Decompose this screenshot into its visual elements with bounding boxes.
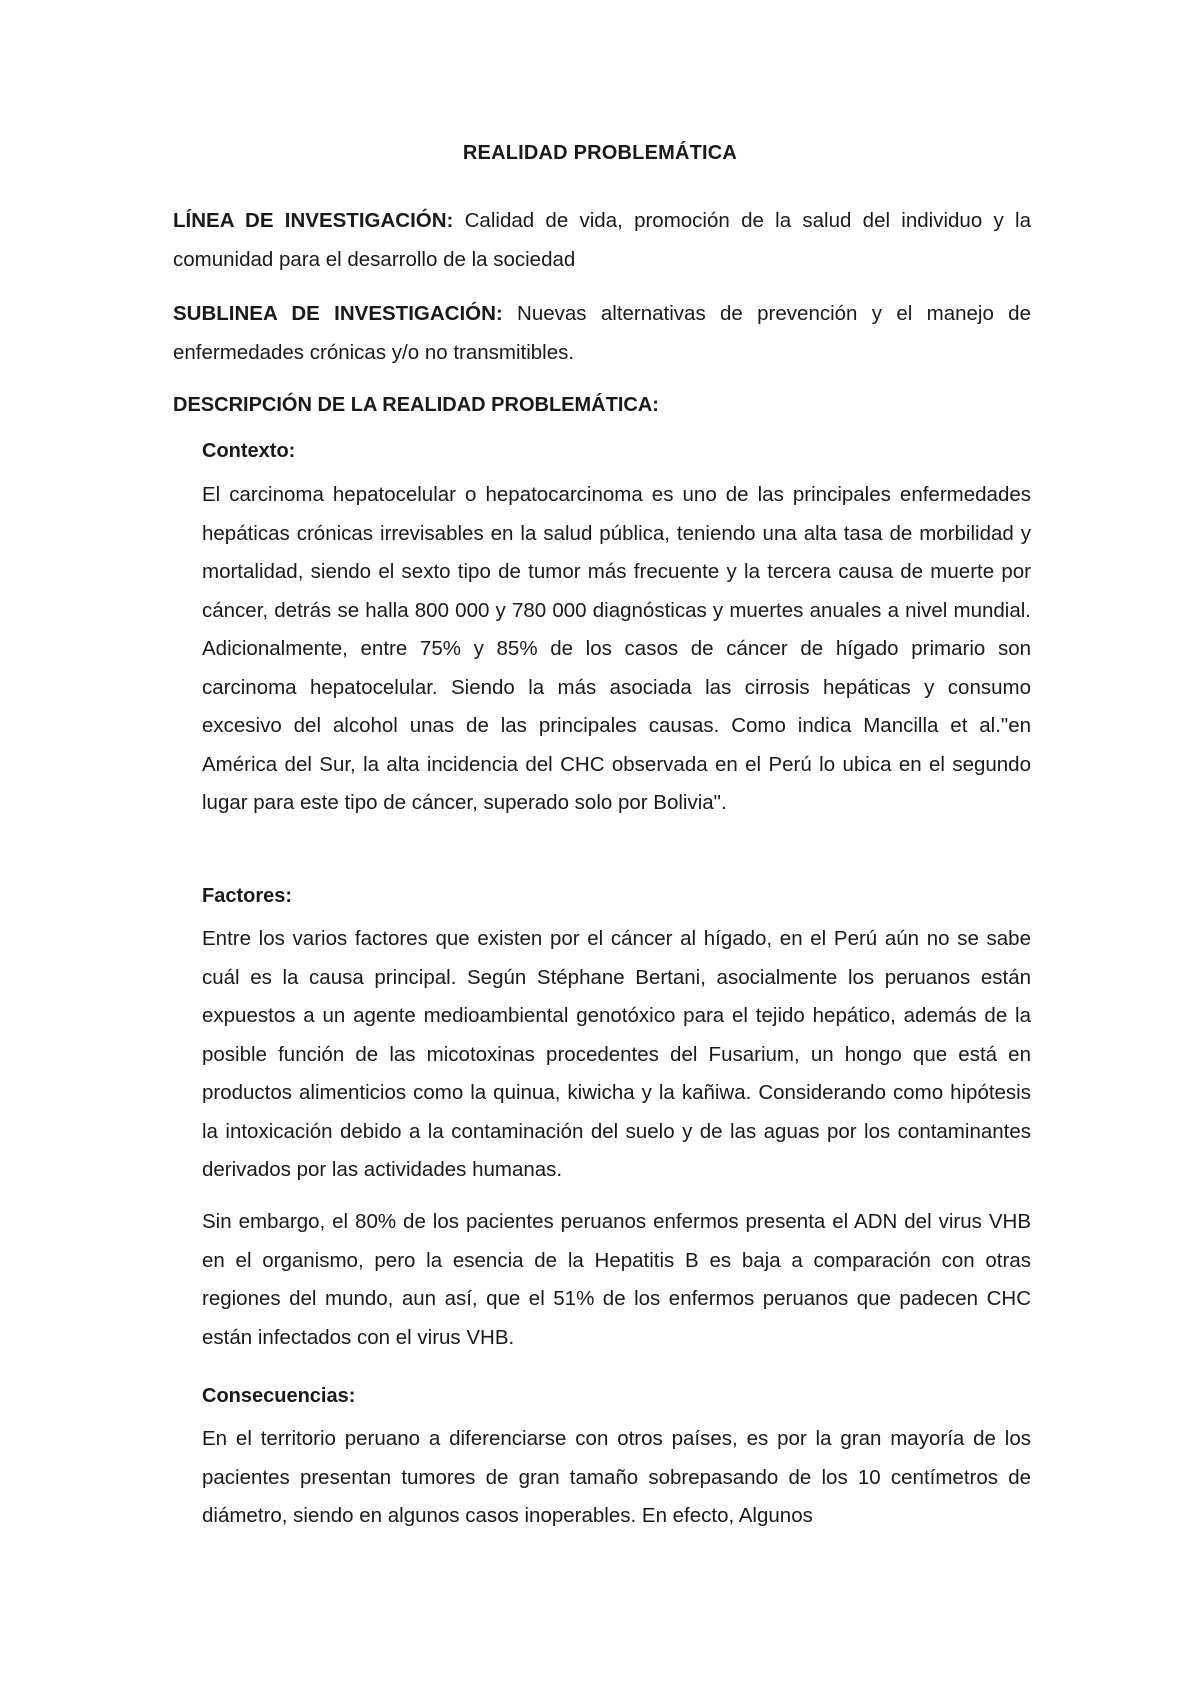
linea-text: Calidad de vida, promoción de la salud del individuo y la comunidad para el desarrollo de la sociedad: [173, 209, 1031, 271]
sublinea-label: SUBLINEA DE INVESTIGACIÓN:: [173, 302, 503, 325]
factores-paragraph-1: Entre los varios factores que existen por el cáncer al hígado, en el Perú aún no se sabe cuál es la causa principal. Según Stéphane Bertani, asocialmente los peruanos están expuestos a un agente medioambiental genotóxico para el tejido hepático, además de la posible función de las micotoxinas procedentes del Fusarium, un hongo que está en productos alimenticios como la quinua, kiwicha y la kañiwa. Considerando como hipótesis la intoxicación debido a la contaminación del suelo y de las aguas por los contaminantes derivados por las actividades humanas.: [202, 927, 1031, 1181]
sublinea-paragraph: [173, 295, 1031, 372]
factores-heading: Factores:: [202, 885, 293, 907]
sublinea-text: Nuevas alternativas de prevención y el manejo de enfermedades crónicas y/o no transmitibles.: [173, 302, 1031, 364]
contexto-paragraph: El carcinoma hepatocelular o hepatocarcinoma es uno de las principales enfermedades hepáticas crónicas irrevisables en la salud pública, teniendo una alta tasa de morbilidad y mortalidad, siendo el sexto tipo de tumor más frecuente y la tercera causa de muerte por cáncer, detrás se halla 800 000 y 780 000 diagnósticas y muertes anuales a nivel mundial. Adicionalmente, entre 75% y 85% de los casos de cáncer de hígado primario son carcinoma hepatocelular. Siendo la más asociada las cirrosis hepáticas y consumo excesivo del alcohol unas de las principales causas. Como indica Mancilla et al."en América del Sur, la alta incidencia del CHC observada en el Perú lo ubica en el segundo lugar para este tipo de cáncer, superado solo por Bolivia".: [202, 483, 1031, 814]
linea-label: LÍNEA DE INVESTIGACIÓN:: [173, 209, 454, 232]
factores-paragraph-2: Sin embargo, el 80% de los pacientes peruanos enfermos presenta el ADN del virus VHB en el organismo, pero la esencia de la Hepatitis B es baja a comparación con otras regiones del mundo, aun así, que el 51% de los enfermos peruanos que padecen CHC están infectados con el virus VHB.: [202, 1210, 1031, 1349]
linea-paragraph: [173, 202, 1031, 279]
consecuencias-paragraph: En el territorio peruano a diferenciarse con otros países, es por la gran mayoría de los pacientes presentan tumores de gran tamaño sobrepasando de los 10 centímetros de diámetro, siendo en algunos casos inoperables. En efecto, Algunos: [202, 1427, 1031, 1527]
consecuencias-heading: Consecuencias:: [202, 1385, 356, 1407]
page-title: REALIDAD PROBLEMÁTICA: [462, 142, 738, 164]
contexto-heading: Contexto:: [202, 440, 296, 462]
descripcion-heading: DESCRIPCIÓN DE LA REALIDAD PROBLEMÁTICA:: [173, 394, 659, 416]
